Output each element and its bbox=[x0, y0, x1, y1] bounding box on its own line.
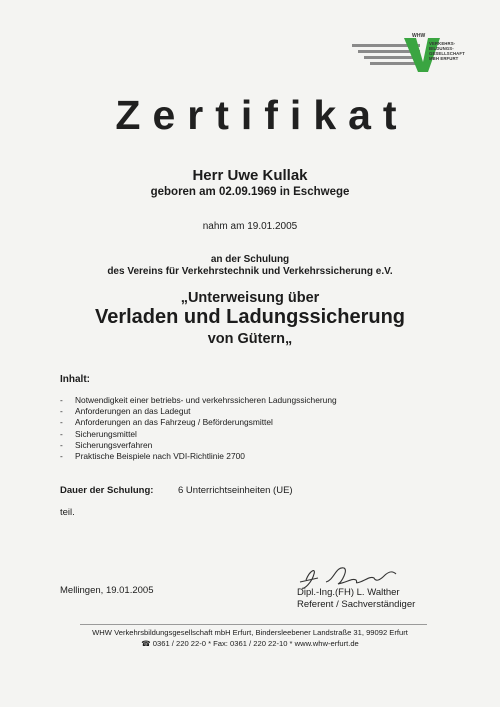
logo-line-4: MBH ERFURT bbox=[429, 56, 459, 61]
list-item: - Anforderungen an das Fahrzeug / Beförderungsmittel bbox=[60, 417, 337, 428]
duration-value: 6 Unterrichtseinheiten (UE) bbox=[178, 485, 293, 496]
duration-label: Dauer der Schulung: bbox=[60, 485, 154, 496]
place-date: Mellingen, 19.01.2005 bbox=[60, 585, 154, 596]
list-item: - Sicherungsmittel bbox=[60, 429, 337, 440]
footer-address: WHW Verkehrsbildungsgesellschaft mbH Erfurt, Bindersleebener Landstraße 31, 99092 Erfurt bbox=[92, 628, 408, 637]
school-line-2: des Vereins für Verkehrstechnik und Verkehrssicherung e.V. bbox=[107, 266, 393, 277]
logo-abbr: WHW bbox=[412, 33, 426, 39]
list-item: - Sicherungsverfahren bbox=[60, 440, 337, 451]
logo-line-2: BILDUNGS- bbox=[429, 46, 454, 51]
footer-contact: ☎ 0361 / 220 22-0 * Fax: 0361 / 220 22-10 * www.whw-erfurt.de bbox=[141, 639, 359, 648]
company-logo bbox=[344, 22, 474, 74]
birth-info: geboren am 02.09.1969 in Eschwege bbox=[150, 186, 350, 198]
school-line-1: an der Schulung bbox=[210, 254, 290, 265]
course-title-line-3: von Gütern„ bbox=[207, 331, 293, 347]
content-list bbox=[60, 395, 337, 462]
closing-word: teil. bbox=[60, 507, 75, 518]
logo-graphic bbox=[344, 22, 474, 74]
footer-divider bbox=[80, 624, 427, 625]
course-title-line-1: „Unterweisung über bbox=[180, 290, 320, 306]
content-heading: Inhalt: bbox=[60, 374, 90, 385]
signer-role: Referent / Sachverständiger bbox=[297, 599, 416, 610]
signer-name: Dipl.-Ing.(FH) L. Walther bbox=[297, 587, 400, 598]
logo-line-1: VERKEHRS- bbox=[429, 41, 456, 46]
list-item: - Praktische Beispiele nach VDI-Richtlinie 2700 bbox=[60, 451, 337, 462]
certificate-title: Zertifikat bbox=[115, 92, 409, 138]
course-title-line-2: Verladen und Ladungssicherung bbox=[94, 306, 406, 328]
list-item: - Anforderungen an das Ladegut bbox=[60, 406, 337, 417]
participation-date: nahm am 19.01.2005 bbox=[202, 221, 298, 232]
participant-name: Herr Uwe Kullak bbox=[192, 167, 308, 184]
logo-line-3: GESELLSCHAFT bbox=[429, 51, 465, 56]
list-item: - Notwendigkeit einer betriebs- und verkehrssicheren Ladungssicherung bbox=[60, 395, 337, 406]
